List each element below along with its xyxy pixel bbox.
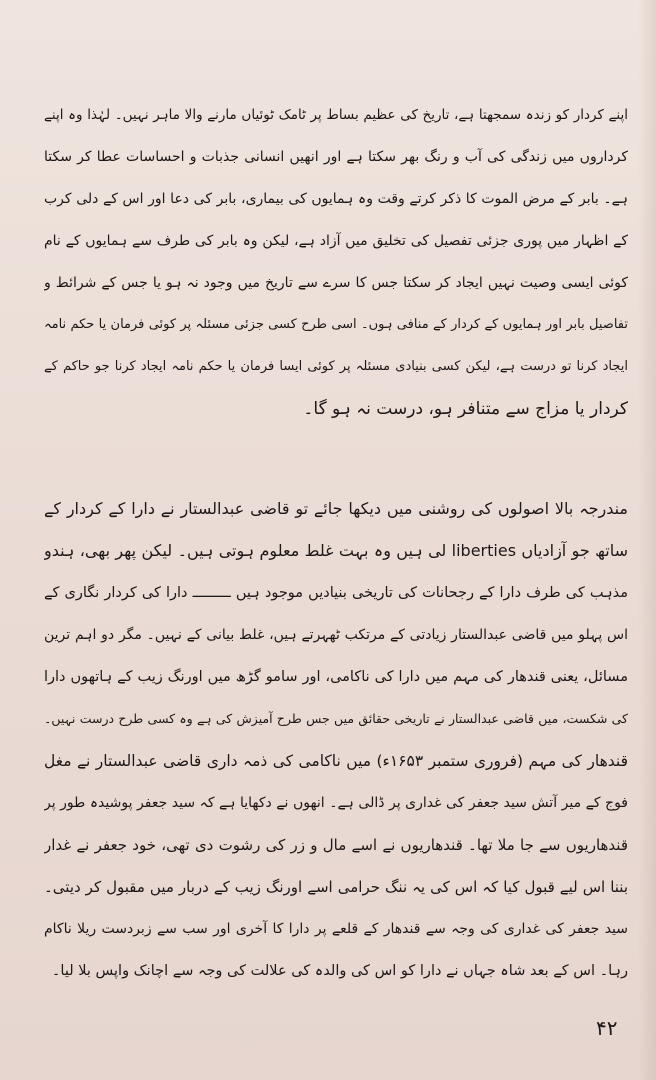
text-line: مندرجہ بالا اصولوں کی روشنی میں دیکھا جائے تو قاضی عبدالستار نے دارا کے کردار کے (44, 499, 628, 518)
page-number: ۴۲ (596, 1016, 618, 1040)
text-line: کی شکست، میں قاضی عبدالستار نے تاریخی حقائق میں جس طرح آمیزش کی ہے وہ کسی طرح درست نہیں۔ (44, 711, 628, 726)
text-line: کردار یا مزاج سے متنافر ہو، درست نہ ہو گا۔ (303, 399, 628, 419)
text-line: مذہب کی طرف دارا کے رجحانات کی تاریخی بنیادیں موجود ہیں ـــــــــ دارا کی کردار نگاری کے (44, 585, 628, 601)
text-line: تفاصیل بابر اور ہمایوں کے کردار کے منافی ہوں۔ اسی طرح کسی جزئی مسئلہ پر کوئی فرمان یا حکم نامہ (44, 317, 628, 332)
text-line: رہا۔ اس کے بعد شاہ جہاں نے دارا کو اس کی والدہ کی علالت کی وجہ سے اچانک واپس بلا لیا۔ (51, 963, 628, 979)
text-line: ایجاد کرنا تو درست ہے، لیکن کسی بنیادی مسئلہ پر کوئی ایسا فرمان یا حکم نامہ ایجاد کرنا جو حاکم کے (44, 359, 628, 374)
paragraph-2 (44, 488, 628, 992)
text-line: کوئی ایسی وصیت نہیں ایجاد کر سکتا جس کا سرے سے تاریخ میں وجود نہ ہو یا جس کے شرائط و (44, 275, 628, 291)
text-line: کرداروں میں زندگی کی آب و رنگ بھر سکتا ہے اور انھیں انسانی جذبات و احساسات عطا کر سکتا (44, 149, 628, 165)
text-line: بننا اس لیے قبول کیا کہ اس کی یہ ننگ حرامی اسے اورنگ زیب کے دربار میں مقبول کر دیتی۔ (44, 878, 628, 896)
text-line: ساتھ جو آزادیاں liberties لی ہیں وہ بہت غلط معلوم ہوتی ہیں۔ لیکن پھر بھی، ہندو (44, 541, 628, 560)
text-line: فوج کے میر آتش سید جعفر کی غداری پر ڈالی ہے۔ انھوں نے دکھایا ہے کہ سید جعفر پوشیدہ طور پر (44, 795, 628, 811)
text-line: اس پہلو میں قاضی عبدالستار زیادتی کے مرتکب ٹھہرتے ہیں، غلط بیانی کے نہیں۔ مگر دو اہم ترین (44, 627, 628, 643)
text-line: اپنے کردار کو زندہ سمجھتا ہے، تاریخ کی عظیم بساط پر ٹامک ٹوئیاں مارنے والا ماہر نہیں۔ لہٰذا وہ اپنے (44, 107, 628, 123)
text-line: کے اظہار میں پوری جزئی تفصیل کی تخلیق میں آزاد ہے، لیکن وہ بابر کی طرف سے ہمایوں کے نام (44, 233, 628, 249)
text-line: مسائل، یعنی قندھار کی مہم میں دارا کی ناکامی، اور سامو گڑھ میں اورنگ زیب کے ہاتھوں دارا (44, 669, 628, 685)
text-line: ہے۔ بابر کے مرض الموت کا ذکر کرتے وقت وہ ہمایوں کی بیماری، بابر کی دعا اور اس کے دلی کرب (44, 191, 628, 207)
text-line: قندھار کی مہم (فروری ستمبر ۱۶۵۳ء) میں ناکامی کی ذمہ داری قاضی عبدالستار نے مغل (44, 752, 628, 770)
paragraph-1 (44, 94, 628, 430)
text-line: قندھاریوں سے جا ملا تھا۔ قندھاریوں نے اسے مال و زر کی رشوت دی تھی، خود جعفر نے غدار (44, 836, 628, 854)
text-line: سید جعفر کی غداری کی وجہ سے قندھار کے قلعے پر دارا کا آخری اور سب سے زبردست ریلا ناکام (44, 921, 628, 937)
